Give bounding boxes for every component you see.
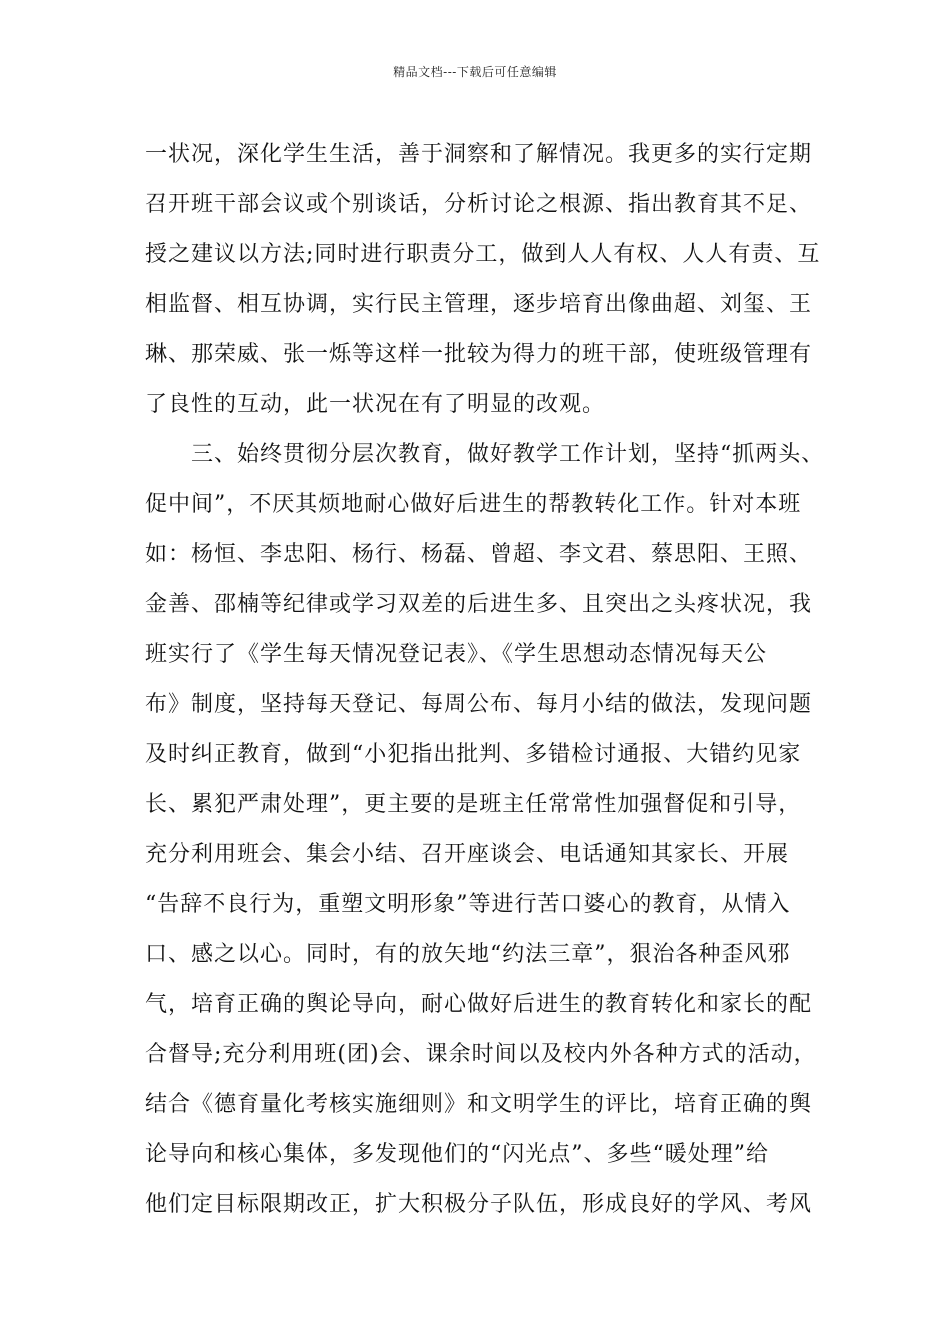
text-line: 三、始终贯彻分层次教育，做好教学工作计划，坚持“抓两头、: [191, 442, 825, 467]
text-line: 促中间”，不厌其烦地耐心做好后进生的帮教转化工作。针对本班: [145, 492, 802, 517]
text-line: 及时纠正教育，做到“小犯指出批判、多错检讨通报、大错约见家: [145, 742, 802, 767]
paragraph-1: [145, 130, 835, 430]
text-line: 长、累犯严肃处理”，更主要的是班主任常常性加强督促和引导，: [145, 792, 802, 817]
document-body: [145, 130, 835, 1230]
text-line: 如：杨恒、李忠阳、杨行、杨磊、曾超、李文君、蔡思阳、王照、: [145, 542, 813, 567]
text-line: 气，培育正确的舆论导向，耐心做好后进生的教育转化和家长的配: [145, 992, 813, 1017]
text-line: 结合《德育量化考核实施细则》和文明学生的评比，培育正确的舆: [145, 1092, 813, 1117]
text-line: 召开班干部会议或个别谈话，分析讨论之根源、指出教育其不足、: [145, 192, 813, 217]
text-line: 一状况，深化学生生活，善于洞察和了解情况。我更多的实行定期: [145, 142, 813, 167]
text-line: 充分利用班会、集会小结、召开座谈会、电话通知其家长、开展: [145, 842, 790, 867]
text-line: 论导向和核心集体，多发现他们的“闪光点”、多些“暖处理”给: [145, 1142, 769, 1167]
text-line: “告辞不良行为，重塑文明形象”等进行苦口婆心的教育，从情入: [145, 892, 791, 917]
text-line: 相监督、相互协调，实行民主管理，逐步培育出像曲超、刘玺、王: [145, 292, 813, 317]
text-line: 金善、邵楠等纪律或学习双差的后进生多、且突出之头疼状况，我: [145, 592, 813, 617]
paragraph-2: [145, 430, 835, 1230]
text-line: 合督导;充分利用班(团)会、课余时间以及校内外各种方式的活动，: [145, 1042, 817, 1067]
text-line: 他们定目标限期改正，扩大积极分子队伍，形成良好的学风、考风: [145, 1192, 813, 1217]
text-line: 班实行了《学生每天情况登记表》、《学生思想动态情况每天公: [145, 642, 768, 667]
text-line: 琳、那荣威、张一烁等这样一批较为得力的班干部，使班级管理有: [145, 342, 813, 367]
text-line: 授之建议以方法;同时进行职责分工，做到人人有权、人人有责、互: [145, 242, 821, 267]
page-header: 精品文档---下载后可任意编辑: [393, 65, 557, 79]
text-line: 了良性的互动，此一状况在有了明显的改观。: [145, 392, 606, 417]
text-line: 布》制度，坚持每天登记、每周公布、每月小结的做法，发现问题: [145, 692, 813, 717]
text-line: 口、感之以心。同时，有的放矢地“约法三章”，狠治各种歪风邪: [145, 942, 791, 967]
